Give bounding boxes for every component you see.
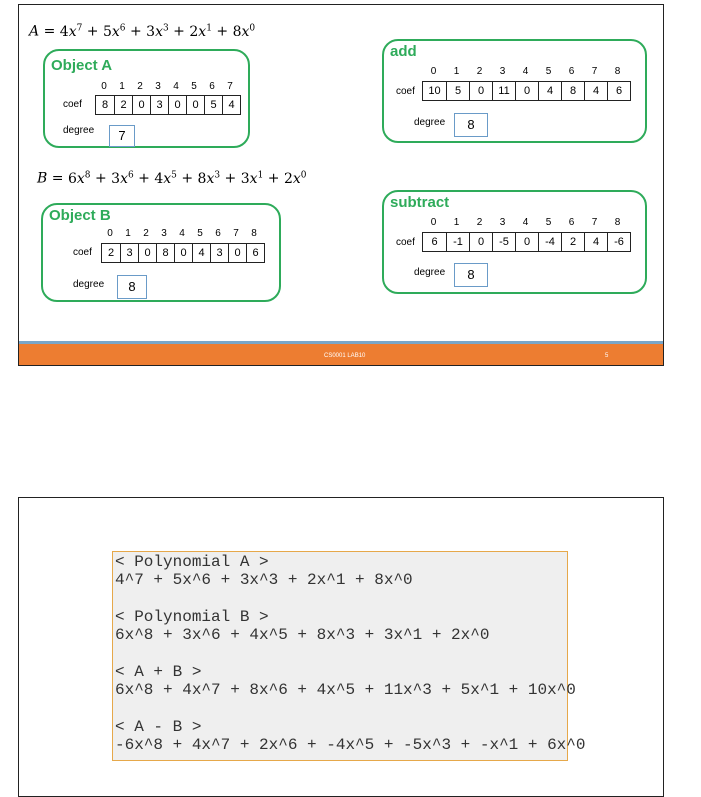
index-label: 4 xyxy=(522,217,529,228)
subtract-title: subtract xyxy=(390,194,450,211)
index-label: 4 xyxy=(179,228,185,239)
index-label: 6 xyxy=(209,81,215,92)
formula-term: $3x^1$ xyxy=(240,170,264,187)
object-b-box xyxy=(41,203,281,302)
index-label: 1 xyxy=(125,228,131,239)
coef-label: coef xyxy=(396,86,415,97)
formula-term: $2x^0$ xyxy=(283,170,307,187)
console-line: < Polynomial A > xyxy=(115,553,269,571)
add-box xyxy=(382,39,647,143)
coef-cell: 4 xyxy=(538,82,561,100)
index-label: 6 xyxy=(568,217,575,228)
coef-cell: 0 xyxy=(174,244,192,262)
coef-cell: 0 xyxy=(132,96,150,114)
index-label: 7 xyxy=(591,66,598,77)
coef-cell: 10 xyxy=(428,85,441,97)
coef-cell: 0 xyxy=(186,96,204,114)
index-label: 5 xyxy=(197,228,203,239)
coef-cell: -4 xyxy=(538,233,561,251)
index-label: 0 xyxy=(101,81,107,92)
index-label: 2 xyxy=(143,228,149,239)
index-label: 5 xyxy=(191,81,197,92)
coef-cell: 0 xyxy=(138,244,156,262)
index-label: 7 xyxy=(227,81,233,92)
console-output xyxy=(112,551,586,761)
index-label: 0 xyxy=(107,228,113,239)
coef-cell: 4 xyxy=(584,233,607,251)
index-label: 4 xyxy=(173,81,179,92)
degree-label: degree xyxy=(414,267,446,278)
coef-cell: 3 xyxy=(150,96,168,114)
console-line: < A - B > xyxy=(115,718,202,736)
coef-cell: 6 xyxy=(607,82,630,100)
coef-cell: 0 xyxy=(515,82,538,100)
index-label: 3 xyxy=(499,66,506,77)
coef-cell: 3 xyxy=(210,244,228,262)
index-label: 7 xyxy=(591,217,598,228)
coef-cell: -6 xyxy=(607,233,630,251)
coef-cell: 6 xyxy=(431,236,438,248)
index-label: 2 xyxy=(137,81,143,92)
coef-cell: 2 xyxy=(107,247,115,259)
index-label: 7 xyxy=(233,228,239,239)
coef-cell: 8 xyxy=(561,82,584,100)
object-a-box xyxy=(43,49,250,148)
coef-cell: 0 xyxy=(228,244,246,262)
formula-lhs: A xyxy=(29,23,40,40)
coef-cell: 0 xyxy=(168,96,186,114)
coef-cell: 0 xyxy=(469,82,492,100)
index-label: 4 xyxy=(522,66,529,77)
coef-cell: 2 xyxy=(561,233,584,251)
coef-cell: -1 xyxy=(446,233,469,251)
coef-cell: 8 xyxy=(156,244,174,262)
coef-cell: 3 xyxy=(120,244,138,262)
coef-label: coef xyxy=(63,99,82,110)
coef-cell: 5 xyxy=(446,82,469,100)
coef-cell: 4 xyxy=(584,82,607,100)
index-label: 3 xyxy=(155,81,161,92)
object-b-title: Object B xyxy=(49,207,111,224)
coef-cell: -5 xyxy=(492,233,515,251)
formula-term: $6x^8$ xyxy=(67,170,91,187)
console-line: < A + B > xyxy=(115,663,202,681)
coef-cell: 11 xyxy=(492,82,515,100)
formula-term: $3x^3$ xyxy=(146,23,169,40)
formula-term: $8x^0$ xyxy=(232,23,256,40)
console-line: 4^7 + 5x^6 + 3x^3 + 2x^1 + 8x^0 xyxy=(115,571,413,589)
coef-label: coef xyxy=(73,247,92,258)
index-label: 0 xyxy=(430,66,437,77)
index-label: 5 xyxy=(545,66,552,77)
formula-lhs: B xyxy=(37,170,48,187)
object-b-coef-array xyxy=(101,243,265,263)
console-line: 6x^8 + 4x^7 + 8x^6 + 4x^5 + 11x^3 + 5x^1 + 10x^0 xyxy=(115,681,576,699)
index-label: 8 xyxy=(614,66,621,77)
degree-label: degree xyxy=(414,117,446,128)
coef-cell: 0 xyxy=(469,233,492,251)
coef-cell: 4 xyxy=(222,96,240,114)
index-label: 2 xyxy=(476,66,483,77)
index-label: 1 xyxy=(453,217,460,228)
formula-term: $4x^5$ xyxy=(154,170,177,187)
object-b-degree: 8 xyxy=(117,275,147,299)
index-label: 5 xyxy=(545,217,552,228)
formula-b: $B = 6x^8 + 3x^6 + 4x^5 + 8x^3 + 3x^1 + 2x^0$ xyxy=(37,170,307,187)
coef-cell: 4 xyxy=(192,244,210,262)
index-label: 2 xyxy=(476,217,483,228)
console-line: 6x^8 + 3x^6 + 4x^5 + 8x^3 + 3x^1 + 2x^0 xyxy=(115,626,490,644)
formula-term: $5x^6$ xyxy=(102,23,126,40)
object-a-degree: 7 xyxy=(109,125,135,147)
subtract-box xyxy=(382,190,647,294)
formula-term: $4x^7$ xyxy=(59,23,83,40)
coef-label: coef xyxy=(396,237,415,248)
slide xyxy=(18,4,664,366)
add-degree: 8 xyxy=(454,113,488,137)
add-title: add xyxy=(390,43,417,60)
formula-term: $8x^3$ xyxy=(197,170,221,187)
formula-term: $3x^6$ xyxy=(111,170,134,187)
object-a-coef-array xyxy=(95,95,241,115)
index-label: 3 xyxy=(499,217,506,228)
console-line: -6x^8 + 4x^7 + 2x^6 + -4x^5 + -5x^3 + -x^1 + 6x^0 xyxy=(115,736,586,754)
degree-label: degree xyxy=(73,279,105,290)
index-label: 8 xyxy=(614,217,621,228)
subtract-coef-array xyxy=(422,232,631,252)
footer-page-number: 5 xyxy=(605,353,609,359)
index-label: 3 xyxy=(161,228,167,239)
index-label: 1 xyxy=(453,66,460,77)
formula-a: $A = 4x^7 + 5x^6 + 3x^3 + 2x^1 + 8x^0$ xyxy=(29,23,256,40)
footer-course-label: CS0001 LAB10 xyxy=(324,353,366,359)
coef-cell: 6 xyxy=(246,244,264,262)
index-label: 8 xyxy=(251,228,257,239)
index-label: 6 xyxy=(568,66,575,77)
index-label: 6 xyxy=(215,228,221,239)
formula-term: $2x^1$ xyxy=(189,23,212,40)
coef-cell: 0 xyxy=(515,233,538,251)
subtract-degree: 8 xyxy=(454,263,488,287)
slide-footer xyxy=(19,344,663,365)
coef-cell: 2 xyxy=(114,96,132,114)
index-label: 0 xyxy=(430,217,437,228)
console-line: < Polynomial B > xyxy=(115,608,269,626)
coef-cell: 5 xyxy=(204,96,222,114)
index-label: 1 xyxy=(119,81,125,92)
coef-cell: 8 xyxy=(101,99,109,111)
degree-label: degree xyxy=(63,125,95,136)
object-a-title: Object A xyxy=(51,57,113,74)
add-coef-array xyxy=(422,81,631,101)
